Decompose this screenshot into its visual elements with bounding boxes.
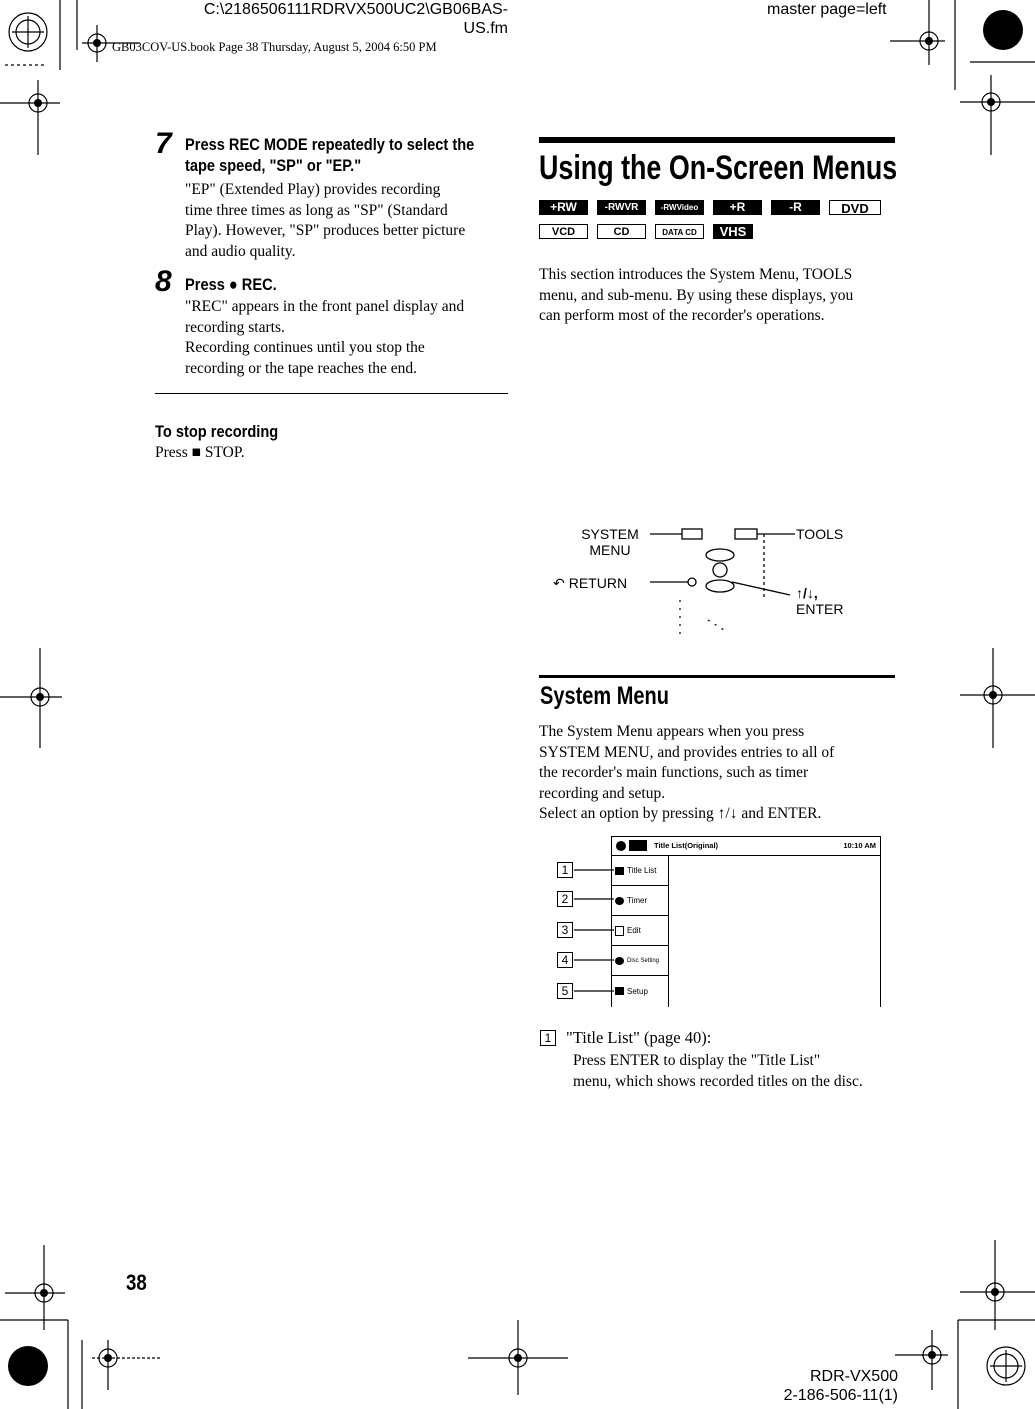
intro-line: This section introduces the System Menu, TOOLS <box>539 266 853 283</box>
step-8-body-line: "REC" appears in the front panel display and <box>185 298 465 315</box>
step-8-title: Press ● REC. <box>185 275 277 294</box>
menu-item-label: Title List <box>627 866 657 875</box>
system-menu-label-line1: SYSTEM <box>581 526 639 542</box>
menu-item-label: Timer <box>627 896 648 905</box>
system-menu-body-line: Select an option by pressing ↑/↓ and ENTER. <box>539 805 822 822</box>
system-menu-body-line: recording and setup. <box>539 784 666 802</box>
menu-item-timer[interactable] <box>612 886 668 916</box>
badge-plus-rw: +RW <box>539 200 588 215</box>
timer-icon <box>615 897 624 905</box>
menu-item-title-list[interactable] <box>612 856 668 886</box>
menu-item-label: Setup <box>627 986 648 996</box>
file-path <box>188 0 508 38</box>
file-path-line1: C:\2186506111RDRVX500UC2\GB06BAS- <box>203 1 508 18</box>
step-7-number: 7 <box>155 127 172 160</box>
item-1-body-line: Press ENTER to display the "Title List" <box>573 1052 821 1069</box>
intro-text <box>539 265 899 327</box>
book-info: GB03COV-US.book Page 38 Thursday, August 5, 2004 6:50 PM <box>112 40 437 54</box>
step-8-body <box>185 297 515 379</box>
callout-3: 3 <box>557 922 573 938</box>
page-title: Using the On-Screen Menus <box>539 149 898 187</box>
step-7-body-line: "EP" (Extended Play) provides recording <box>185 181 441 198</box>
item-1-body-line: menu, which shows recorded titles on the disc. <box>573 1072 863 1090</box>
disc-setting-icon <box>615 957 624 965</box>
title-list-icon <box>615 867 624 875</box>
step-7-body-line: and audio quality. <box>185 242 296 260</box>
system-menu-label <box>575 526 645 558</box>
tools-button-shape <box>735 529 757 539</box>
stop-recording-body: Press ■ STOP. <box>155 444 245 461</box>
edit-icon <box>615 926 624 936</box>
badge-cd: CD <box>597 224 646 239</box>
return-label-group <box>553 575 627 591</box>
badge-data-cd: DATA CD <box>655 224 704 239</box>
remote-buttons-drawing <box>640 520 800 670</box>
callout-4: 4 <box>557 952 573 968</box>
step-7-body <box>185 180 515 262</box>
item-1-body <box>573 1051 903 1092</box>
page-number: 38 <box>126 1270 147 1295</box>
step-8-number: 8 <box>155 265 172 298</box>
system-menu-button-shape <box>682 529 702 539</box>
callout-2: 2 <box>557 891 573 907</box>
menu-item-edit[interactable] <box>612 916 668 946</box>
title-rule <box>539 137 895 143</box>
screen-title-bar <box>612 837 880 856</box>
step-7-title-line1: Press REC MODE repeatedly to select the <box>185 135 475 154</box>
dvd-icon <box>629 840 647 851</box>
enter-label-line1: ↑/↓, <box>796 585 818 601</box>
system-menu-body-line: SYSTEM MENU, and provides entries to all of <box>539 743 835 761</box>
screen-time: 10:10 AM <box>843 841 876 850</box>
system-menu-heading: System Menu <box>540 682 669 710</box>
step-8-body-line: recording starts. <box>185 318 285 336</box>
step-8-body-line: Recording continues until you stop the <box>185 339 425 356</box>
return-icon: ↶ <box>553 575 565 591</box>
menu-item-setup[interactable] <box>612 976 668 1006</box>
return-label: RETURN <box>568 575 628 591</box>
footer-model: RDR-VX500 <box>809 1368 898 1385</box>
system-menu-body <box>539 722 899 825</box>
badge-minus-rwvideo: -RWVideo <box>655 200 704 215</box>
badge-vcd: VCD <box>539 224 588 239</box>
intro-line: can perform most of the recorder's operations. <box>539 307 825 324</box>
step-7-body-line: Play). However, "SP" produces better picture <box>185 222 466 239</box>
menu-item-label: Disc Setting <box>627 957 660 964</box>
screen-menu-list <box>612 856 669 1007</box>
system-menu-label-line2: MENU <box>589 542 631 558</box>
intro-line: menu, and sub-menu. By using these displays, you <box>539 286 854 304</box>
footer-part-number: 2-186-506-11(1) <box>783 1387 898 1404</box>
tools-label: TOOLS <box>796 526 844 542</box>
setup-icon <box>615 987 624 995</box>
system-menu-body-line: the recorder's main functions, such as timer <box>539 764 809 781</box>
file-path-line2: US.fm <box>463 20 508 37</box>
badge-minus-r: -R <box>771 200 820 215</box>
system-menu-screen <box>611 836 881 1007</box>
master-page-label: master page=left <box>767 1 887 18</box>
menu-item-label: Edit <box>627 926 641 935</box>
step-7-body-line: time three times as long as "SP" (Standard <box>185 201 448 219</box>
screen-title: Title List(Original) <box>654 841 719 850</box>
step-8-body-line: recording or the tape reaches the end. <box>185 359 417 377</box>
stop-recording-heading: To stop recording <box>155 422 279 441</box>
badge-dvd: DVD <box>829 200 881 215</box>
footer-model-info <box>760 1367 898 1405</box>
step-7-title-line2: tape speed, "SP" or "EP." <box>185 156 362 175</box>
system-menu-body-line: The System Menu appears when you press <box>539 723 805 740</box>
enter-label-line2: ENTER <box>796 601 844 617</box>
badge-minus-rwvr: -RWVR <box>597 200 646 215</box>
section-divider <box>155 393 508 394</box>
badge-vhs: VHS <box>713 224 753 239</box>
system-menu-rule <box>539 675 895 678</box>
callout-1: 1 <box>557 862 573 878</box>
item-1-title: "Title List" (page 40): <box>566 1028 712 1047</box>
menu-item-disc-setting[interactable] <box>612 946 668 976</box>
callout-leader-lines <box>574 860 616 1000</box>
item-1-number: 1 <box>540 1030 556 1046</box>
callout-5: 5 <box>557 983 573 999</box>
disc-icon <box>616 841 626 851</box>
badge-plus-r: +R <box>713 200 762 215</box>
